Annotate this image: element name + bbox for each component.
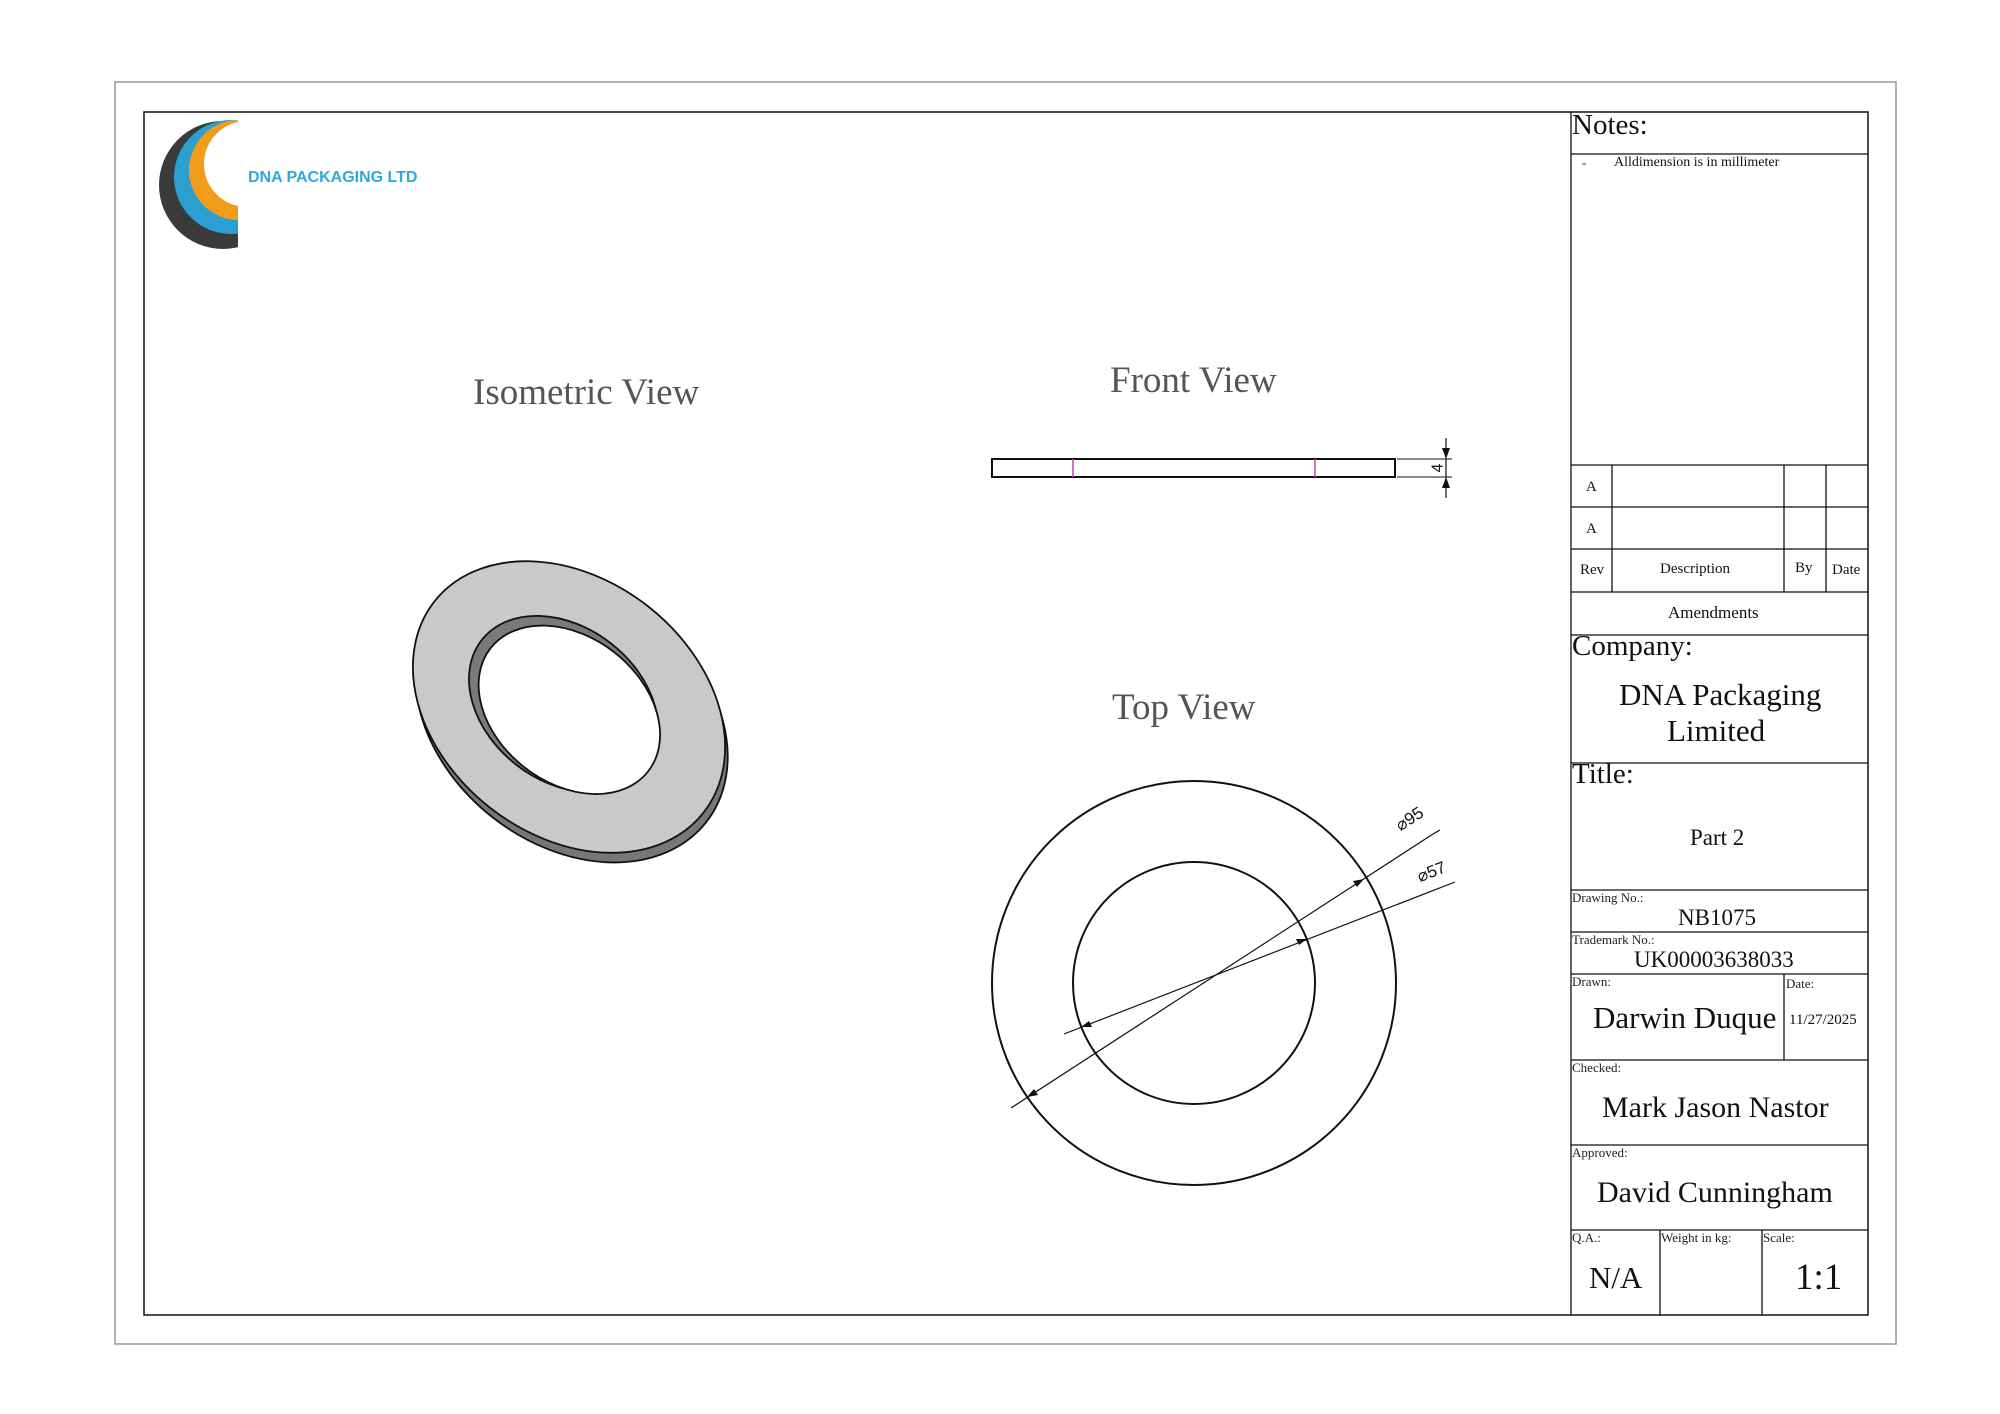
drawn-label: Drawn: bbox=[1572, 974, 1611, 989]
revision-row-2-rev: A bbox=[1586, 521, 1597, 537]
note-bullet: - bbox=[1582, 155, 1587, 170]
inner-diameter-dimension: ⌀57 bbox=[1414, 857, 1449, 886]
revision-header-by: By bbox=[1795, 560, 1813, 576]
scale-label: Scale: bbox=[1763, 1230, 1795, 1245]
outer-border bbox=[115, 82, 1896, 1344]
approved-by-value: David Cunningham bbox=[1597, 1176, 1833, 1209]
weight-label: Weight in kg: bbox=[1661, 1230, 1732, 1245]
revision-row-1-rev: A bbox=[1586, 479, 1597, 495]
qa-value: N/A bbox=[1589, 1260, 1643, 1295]
trademark-no-label: Trademark No.: bbox=[1572, 932, 1655, 947]
revision-header-rev: Rev bbox=[1580, 562, 1605, 578]
thickness-dimension: 4 bbox=[1429, 463, 1447, 473]
date-label: Date: bbox=[1786, 976, 1815, 991]
title-heading: Title: bbox=[1572, 758, 1634, 790]
amendments-caption: Amendments bbox=[1668, 603, 1759, 622]
revision-header-date: Date bbox=[1832, 562, 1861, 578]
company-name-line1: DNA Packaging bbox=[1619, 677, 1822, 712]
drawing-no-label: Drawing No.: bbox=[1572, 890, 1644, 905]
top-view-drawing bbox=[992, 781, 1455, 1185]
company-name-line2: Limited bbox=[1667, 713, 1766, 748]
approved-label: Approved: bbox=[1572, 1145, 1628, 1160]
checked-by-value: Mark Jason Nastor bbox=[1602, 1091, 1829, 1124]
logo-text: DNA PACKAGING LTD bbox=[248, 169, 418, 186]
front-view-title: Front View bbox=[1110, 360, 1277, 401]
drawn-by-value: Darwin Duque bbox=[1593, 1000, 1777, 1035]
date-value: 11/27/2025 bbox=[1789, 1012, 1857, 1028]
outer-diameter-dimension: ⌀95 bbox=[1392, 803, 1427, 835]
isometric-washer bbox=[352, 501, 789, 923]
drawing-no-value: NB1075 bbox=[1678, 905, 1756, 930]
company-heading: Company: bbox=[1572, 630, 1693, 662]
checked-label: Checked: bbox=[1572, 1060, 1622, 1075]
part-title: Part 2 bbox=[1690, 825, 1745, 850]
note-item: Alldimension is in millimeter bbox=[1614, 155, 1780, 170]
trademark-no-value: UK00003638033 bbox=[1634, 947, 1794, 972]
notes-heading: Notes: bbox=[1572, 109, 1648, 141]
inner-border bbox=[144, 109, 1868, 1315]
isometric-view-title: Isometric View bbox=[473, 372, 700, 413]
front-view-drawing bbox=[992, 438, 1452, 498]
scale-value: 1:1 bbox=[1795, 1257, 1843, 1298]
qa-label: Q.A.: bbox=[1572, 1230, 1601, 1245]
revision-header-description: Description bbox=[1660, 561, 1730, 577]
top-view-title: Top View bbox=[1112, 687, 1256, 728]
